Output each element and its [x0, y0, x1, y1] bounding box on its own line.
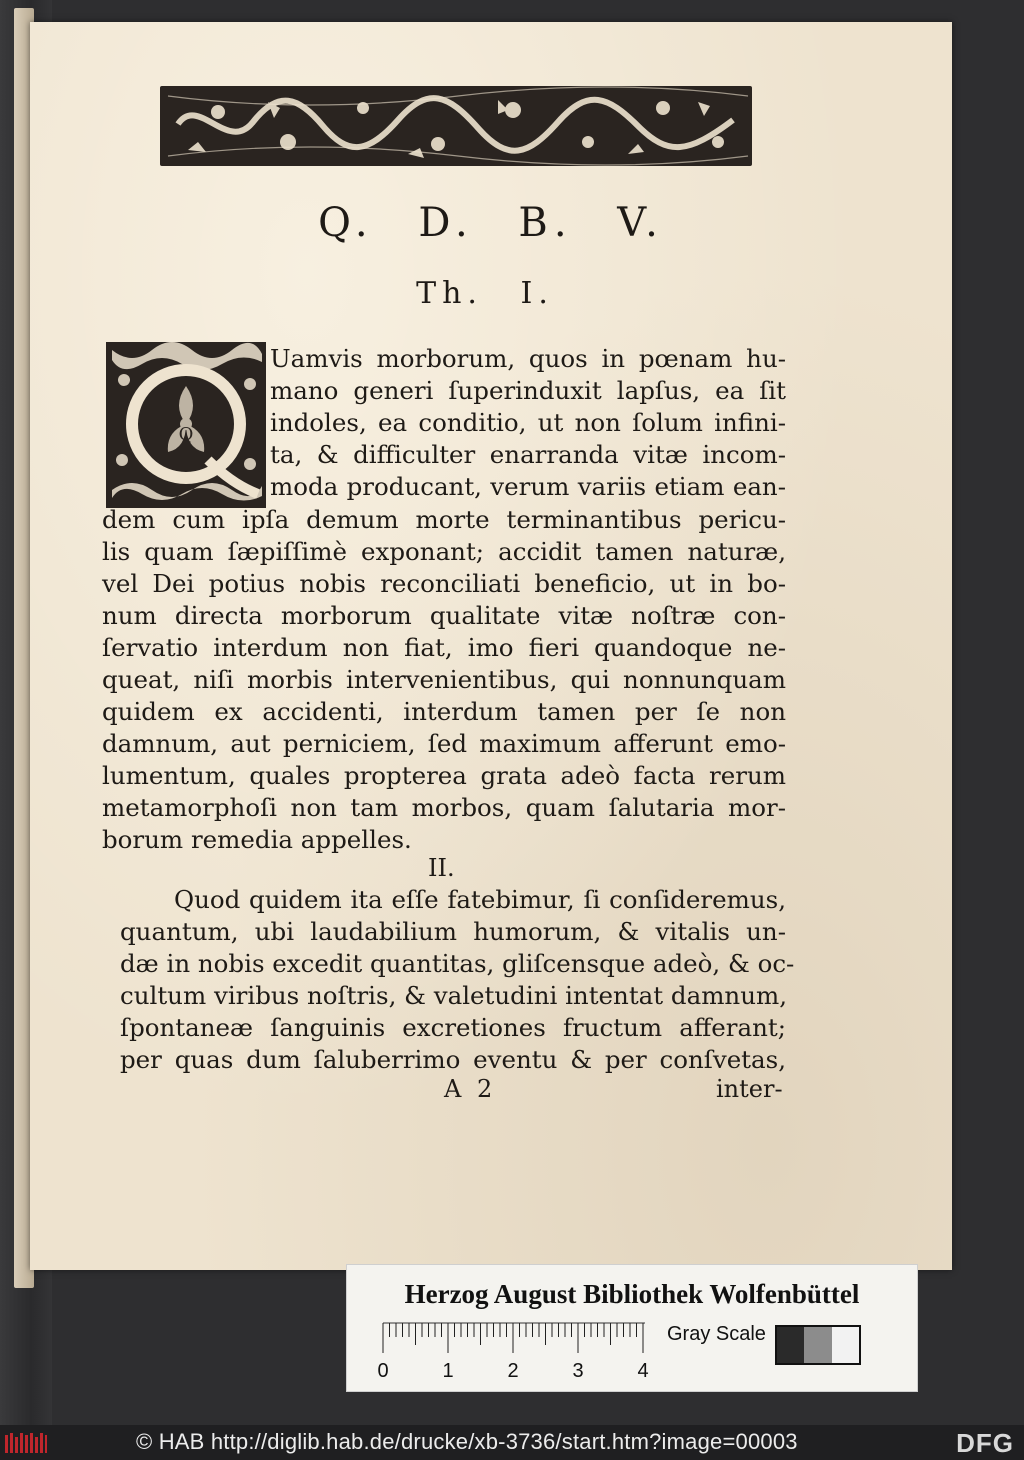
text-line: metamorphoſi non tam morbos, quam ſalutaria mor-	[102, 793, 786, 822]
text-line: borum remedia appelles.	[102, 825, 412, 854]
grayscale-swatch	[775, 1325, 861, 1365]
cm-ruler	[377, 1321, 653, 1382]
text-line: ſpontaneæ ſanguinis excretiones fructum afferant;	[120, 1013, 786, 1042]
ruler-label: 4	[637, 1360, 649, 1382]
text-line: num directa morborum qualitate vitæ noſtræ con-	[102, 601, 786, 630]
text-line: ta, & difficulter enarranda vitæ incom-	[270, 440, 786, 469]
permalink[interactable]: © HAB http://diglib.hab.de/drucke/xb-3736/start.htm?image=00003	[136, 1429, 798, 1454]
text-line: Quod quidem ita eſſe fatebimur, ſi conſideremus,	[174, 885, 786, 914]
hab-logo-icon	[4, 1431, 48, 1455]
text-line: lis quam ſæpiſſimè exponant; accidit tamen naturæ,	[102, 537, 786, 566]
catchword: inter-	[716, 1075, 783, 1103]
text-line: vel Dei potius nobis reconciliati beneficio, ut in bo-	[102, 569, 786, 598]
page-heading: Q. D. B. V.	[318, 200, 664, 246]
text-line: quidem ex accidenti, interdum tamen per ſe non	[102, 697, 786, 726]
text-line: damnum, aut perniciem, ſed maximum afferunt emo-	[102, 729, 786, 758]
text-line: moda producant, verum variis etiam ean-	[270, 472, 786, 501]
text-line: mano generi ſuperinduxit lapſus, ea ſit	[270, 376, 786, 405]
text-line: quantum, ubi laudabilium humorum, & vitalis un-	[120, 917, 786, 946]
swatch-mid	[804, 1327, 831, 1363]
text-line: dæ in nobis excedit quantitas, gliſcensque adeò, & oc-	[120, 949, 795, 978]
text-line: ſervatio interdum non fiat, imo fieri quandoque ne-	[102, 633, 786, 662]
ruler-label: 3	[572, 1360, 584, 1382]
viewer-footer	[0, 1425, 1024, 1460]
dfg-logo: DFG	[956, 1428, 1014, 1458]
section-number: II.	[428, 854, 455, 882]
document-page	[30, 22, 952, 1270]
text-line: indoles, ea conditio, ut non ſolum infini-	[270, 408, 786, 437]
ruler-label: 2	[507, 1360, 519, 1382]
text-line: Uamvis morborum, quos in pœnam hu-	[270, 344, 786, 373]
library-name: Herzog August Bibliothek Wolfenbüttel	[404, 1279, 860, 1309]
swatch-light	[832, 1327, 859, 1363]
swatch-dark	[777, 1327, 804, 1363]
decorated-initial-q	[104, 340, 268, 510]
grayscale-label: Gray Scale	[667, 1323, 766, 1345]
woodcut-ornament-band	[158, 84, 754, 168]
color-scale-card	[346, 1264, 918, 1392]
text-line: per quas dum ſaluberrimo eventu & per conſvetas,	[120, 1045, 786, 1074]
signature-mark: A 2	[444, 1075, 497, 1103]
ruler-label: 1	[442, 1360, 454, 1382]
text-line: queat, niſi morbis intervenientibus, qui nonnunquam	[102, 665, 786, 694]
thesis-number: Th. I.	[416, 276, 554, 311]
initial-letter: Q	[178, 424, 194, 445]
text-line: dem cum ipſa demum morte terminantibus pericu-	[102, 505, 786, 534]
ruler-label: 0	[377, 1360, 389, 1382]
text-line: lumentum, quales propterea grata adeò facta rerum	[102, 761, 786, 790]
text-line: cultum viribus noſtris, & valetudini intentat damnum,	[120, 981, 788, 1010]
